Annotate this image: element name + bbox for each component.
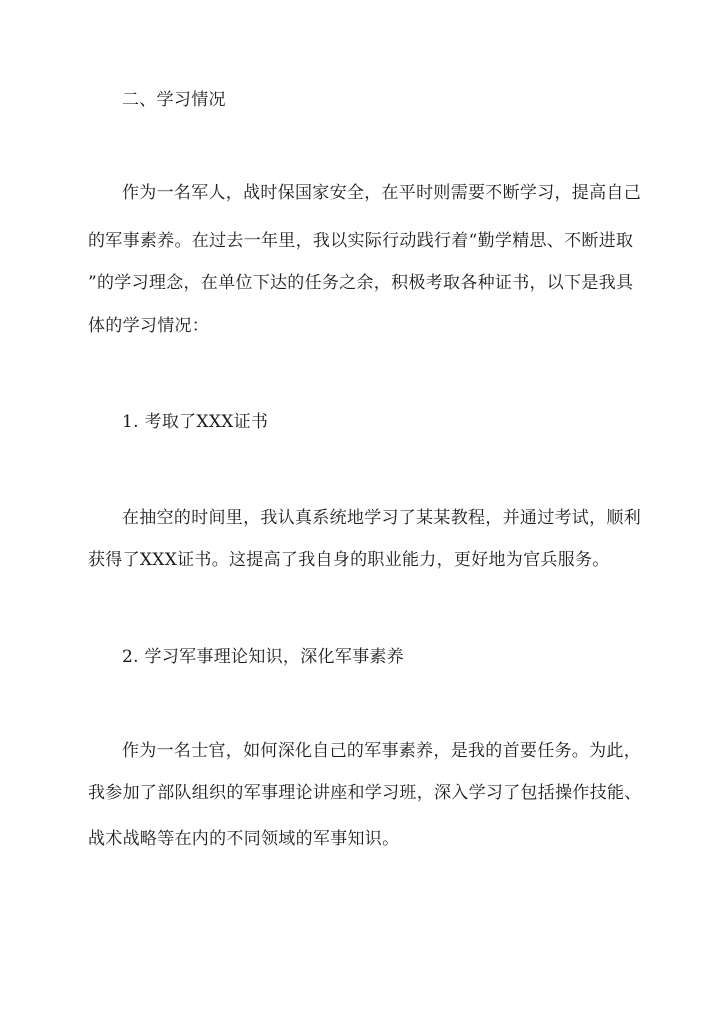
section-heading: 二、学习情况 — [122, 90, 226, 110]
item2-heading: 2. 学习军事理论知识，深化军事素养 — [122, 647, 405, 667]
intro-line-3: ”的学习理念，在单位下达的任务之余，积极考取各种证书，以下是我具 — [88, 273, 634, 293]
item2-line-3: 战术战略等在内的不同领域的军事知识。 — [88, 829, 400, 849]
intro-line-4: 体的学习情况： — [88, 316, 210, 336]
item1-line-1: 在抽空的时间里，我认真系统地学习了某某教程，并通过考试，顺利 — [122, 508, 641, 528]
item1-heading: 1. 考取了XXX证书 — [122, 412, 269, 432]
item1-line-2: 获得了XXX证书。这提高了我自身的职业能力，更好地为官兵服务。 — [88, 550, 610, 570]
item2-line-1: 作为一名士官，如何深化自己的军事素养，是我的首要任务。为此， — [122, 741, 641, 761]
intro-line-1: 作为一名军人，战时保国家安全，在平时则需要不断学习，提高自己 — [122, 183, 641, 203]
item2-line-2: 我参加了部队组织的军事理论讲座和学习班，深入学习了包括操作技能、 — [88, 783, 642, 803]
intro-line-2: 的军事素养。在过去一年里，我以实际行动践行着“勤学精思、不断进取 — [88, 231, 634, 251]
